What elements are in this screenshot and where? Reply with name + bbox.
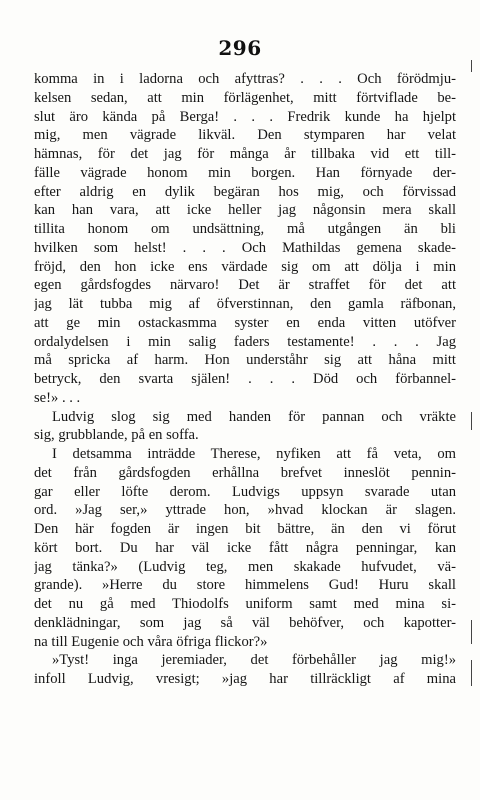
text-line: jag lät tubba mig af öfverstinnan, den gamla räfbonan, [34, 296, 456, 312]
text-line: egen gårdsfogdes närvaro! Det är straffet för det att [34, 277, 456, 294]
text-line: grande). »Herre du store himmelens Gud! Huru skall [34, 577, 456, 594]
text-line: mig, men vägrade likväl. Den stymparen har velat [34, 127, 456, 144]
text-line: Ludvig slog sig med handen för pannan och vräkte [52, 408, 456, 425]
text-line: fälle vägrade honom min borgen. Han förnyade der- [34, 164, 456, 181]
text-line: ordalydelsen i min salig faders testamente! . . . Jag [34, 333, 456, 350]
margin-mark [471, 412, 472, 430]
text-line: I detsamma inträdde Therese, nyfiken att få veta, om [52, 446, 456, 462]
text-line: gar eller löfte derom. Ludvigs uppsyn svarade utan [34, 483, 456, 500]
body-text [34, 70, 456, 689]
text-line: det nu gå med Thiodolfs uniform samt med mina si- [34, 596, 456, 612]
text-line: ord. »Jag ser,» yttrade hon, »hvad klockan är slagen. [34, 502, 456, 519]
text-line: betryck, den svarta själen! . . . Död och förbannel- [34, 371, 456, 387]
text-line: denklädningar, som jag så väl behöfver, och kapotter- [34, 614, 456, 631]
text-line: sig, grubblande, på en soffa. [34, 427, 199, 444]
text-line: infoll Ludvig, vresigt; »jag har tillräckligt af mina [34, 671, 456, 687]
text-line: hämnas, för det jag för många år tillbaka vid ett till- [34, 146, 456, 162]
text-line: kört bort. Du har väl icke fått några penningar, kan [34, 539, 456, 556]
text-line: det från gårdsfogden erhållna brefvet inneslöt pennin- [34, 464, 456, 481]
text-line: »Tyst! inga jeremiader, det förbehåller jag mig!» [52, 652, 456, 669]
margin-mark [471, 660, 472, 686]
margin-mark [471, 60, 472, 72]
text-line: kelsen sedan, att min förlägenhet, mitt förtviflade be- [34, 89, 456, 106]
text-line: efter aldrig en dylik begäran hos mig, och förvissad [34, 183, 456, 200]
text-line: må spricka af harm. Hon underståhr sig att håna mitt [34, 352, 456, 369]
text-line: na till Eugenie och våra öfriga flickor?» [34, 633, 268, 650]
text-line: slut äro kända på Berga! . . . Fredrik kunde ha hjelpt [34, 108, 456, 125]
text-line: se!» . . . [34, 389, 81, 406]
text-line: Den här fogden är ingen bit bättre, än den vi förut [34, 521, 456, 537]
text-line: att ge min ostackasmma syster en enda vitten utöfver [34, 314, 456, 331]
text-line: fröjd, den hon icke ens värdade sig om att dölja i min [34, 258, 456, 275]
text-line: tillita honom om undsättning, må utgången än bli [34, 221, 456, 237]
text-line: jag tänka?» (Ludvig teg, men skakade hufvudet, vä- [34, 558, 456, 575]
text-line: komma in i ladorna och afyttras? . . . Och förödmju- [34, 71, 456, 87]
text-line: hvilken som helst! . . . Och Mathildas gemena skade- [34, 239, 456, 256]
margin-mark [471, 620, 472, 644]
text-line: kan han vara, att icke heller jag någonsin mera skall [34, 202, 456, 219]
page-number: 296 [218, 36, 262, 60]
